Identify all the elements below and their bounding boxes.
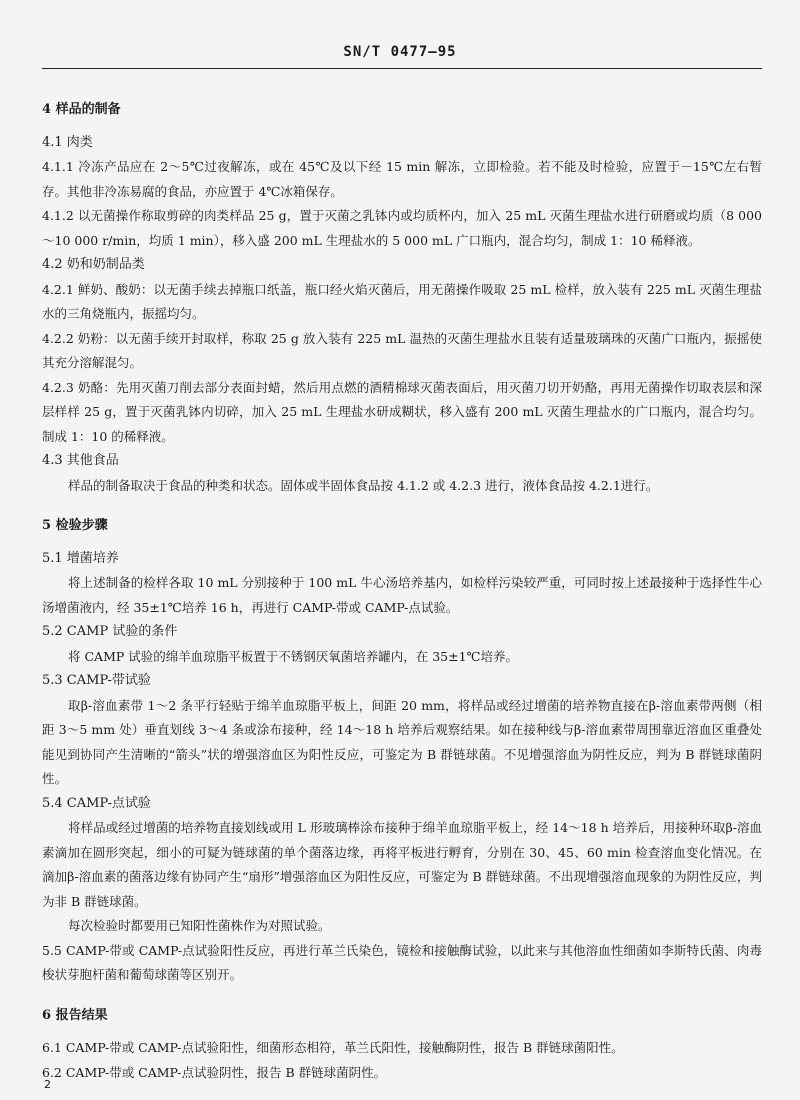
paragraph-5-3: 取β-溶血素带 1～2 条平行轻贴于绵羊血琼脂平板上，间距 20 mm，将样品或经过增菌的培养物直接在β-溶血素带两侧（相距 3～5 mm 处）垂直划线 3～4 条或涂布接种，经 14～18 h 培养后观察结果。如在接种线与β-溶血素带周围靠近溶血区重叠处能见到协同产生清晰的“箭头”状的增强溶血区为阳性反应，可鉴定为 B 群链球菌。不见增强溶血为阴性反应，判为 B 群链球菌阴性。 (42, 697, 762, 786)
paragraph-6-2: 6.2 CAMP-带或 CAMP-点试验阴性，报告 B 群链球菌阴性。 (42, 1064, 387, 1080)
paragraph-5-4: 将样品或经过增菌的培养物直接划线或用 L 形玻璃棒涂布接种于绵羊血琼脂平板上，经 14～18 h 培养后，用接种环取β-溶血素滴加在圆形突起，细小的可疑为链球菌的单个菌落边缘，再将平板进行孵育，分别在 30、45、60 min 检查溶血变化情况。在滴加β-溶血素的菌落边缘有协同产生“扇形”增强溶血区为阳性反应，可鉴定为 B 群链球菌。不出现增强溶血现象的为阴性反应，判为非 B 群链球菌。 (42, 820, 762, 909)
paragraph-4-3: 样品的制备取决于食品的种类和状态。固体或半固体食品按 4.1.2 或 4.2.3 进行，液体食品按 4.2.1进行。 (68, 477, 659, 493)
paragraph-4-2-2: 4.2.2 奶粉：以无菌手续开封取样，称取 25 g 放入装有 225 mL 温热的灭菌生理盐水且装有适量玻璃珠的灭菌广口瓶内，振摇使其充分溶解混匀。 (42, 330, 762, 370)
section-4-3-title: 4.3 其他食品 (42, 453, 119, 468)
document-body (42, 92, 762, 1085)
paragraph-5-4-control: 每次检验时都要用已知阳性菌株作为对照试验。 (68, 918, 331, 933)
section-5-3-title: 5.3 CAMP-带试验 (42, 673, 151, 688)
paragraph-4-2-3: 4.2.3 奶酪：先用灭菌刀削去部分表面封蜡，然后用点燃的酒精棉球灭菌表面后，用灭菌刀切开奶酪，再用无菌操作切取表层和深层样样 25 g，置于灭菌乳钵内切碎，加入 25 mL 生理盐水研成糊状，移入盛有 200 mL 灭菌生理盐水的广口瓶内，混合均匀。制成 1：10 的稀释液。 (42, 379, 763, 444)
section-4-2-title: 4.2 奶和奶制品类 (42, 257, 145, 272)
paragraph-4-2-1: 4.2.1 鲜奶、酸奶：以无菌手续去掉瓶口纸盖，瓶口经火焰灭菌后，用无菌操作吸取 25 mL 检样，放入装有 225 mL 灭菌生理盐水的三角烧瓶内，振摇均匀。 (42, 281, 762, 321)
paragraph-5-5: 5.5 CAMP-带或 CAMP-点试验阳性反应，再进行革兰氏染色，镜检和接触酶试验，以此来与其他溶血性细菌如李斯特氏菌、肉毒梭状芽胞杆菌和葡萄球菌等区别开。 (42, 942, 762, 982)
paragraph-5-1: 将上述制备的检样各取 10 mL 分别接种于 100 mL 牛心汤培养基内，如检样污染较严重，可同时按上述最接种于选择性牛心汤增菌液内，经 35±1℃培养 16 h，再进行 CAMP-带或 CAMP-点试验。 (42, 575, 762, 615)
section-5-2-title: 5.2 CAMP 试验的条件 (42, 624, 178, 639)
paragraph-4-1-2: 4.1.2 以无菌操作称取剪碎的肉类样品 25 g，置于灭菌之乳钵内或均质杯内，加入 25 mL 灭菌生理盐水进行研磨或均质（8 000～10 000 r/min，均质 1 min），移入盛 200 mL 生理盐水的 5 000 mL 广口瓶内，混合均匀，制成 1：10 稀释液。 (42, 208, 762, 248)
section-5-4-title: 5.4 CAMP-点试验 (42, 795, 151, 811)
paragraph-6-1: 6.1 CAMP-带或 CAMP-点试验阳性，细菌形态相符，革兰氏阳性，接触酶阴性，报告 B 群链球菌阳性。 (42, 1040, 624, 1055)
paragraph-4-1-1: 4.1.1 冷冻产品应在 2～5℃过夜解冻，或在 45℃及以下经 15 min 解冻，立即检验。若不能及时检验，应置于－15℃左右暂存。其他非冷冻易腐的食品，亦应置于 4℃冰箱保存。 (42, 159, 762, 199)
paragraph-5-2: 将 CAMP 试验的绵羊血琼脂平板置于不锈钢厌氧菌培养罐内，在 35±1℃培养。 (68, 648, 519, 664)
document-code-header: SN/T 0477—95 (343, 44, 457, 60)
section-4-title: 4 样品的制备 (42, 102, 121, 117)
section-5-1-title: 5.1 增菌培养 (42, 550, 119, 566)
page-number: 2 (44, 1078, 51, 1091)
section-5-title: 5 检验步骤 (42, 518, 108, 533)
section-4-1-title: 4.1 肉类 (42, 134, 93, 150)
header-divider (42, 68, 762, 69)
section-6-title: 6 报告结果 (42, 1007, 108, 1023)
